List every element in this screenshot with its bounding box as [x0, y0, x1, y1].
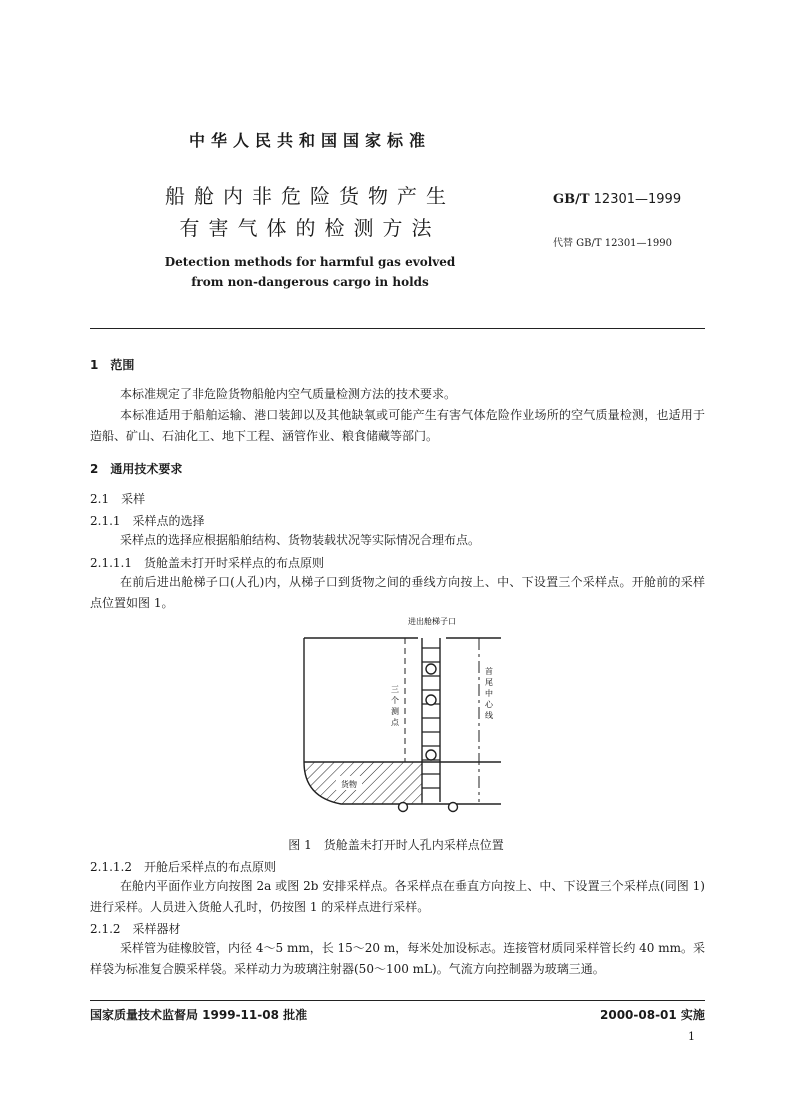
figure-label-cargo: 货物 — [341, 780, 357, 789]
figure-label-three-points: 三个测点 — [391, 685, 399, 727]
figure-label-centerline: 首尾中心线 — [485, 667, 493, 720]
implementation-date: 2000-08-01 实施 — [600, 1008, 705, 1022]
header-divider — [90, 328, 705, 329]
section-1-heading: 1 范围 — [90, 358, 135, 372]
sampling-point-middle — [426, 695, 436, 705]
standard-code-prefix: GB/T — [553, 192, 590, 207]
section-1-paragraph-2: 本标准适用于船舶运输、港口装卸以及其他缺氧或可能产生有害气体危险作业场所的空气质量检测，也适用于造船、矿山、石油化工、地下工程、涵管作业、粮食储藏等部门。 — [90, 408, 705, 443]
national-standard-heading: 中华人民共和国国家标准 — [188, 131, 431, 150]
section-2-1-1-1-heading: 2.1.1.1 货舱盖未打开时采样点的布点原则 — [90, 556, 324, 570]
page-number: 1 — [688, 1030, 695, 1043]
title-line-1: 船舱内非危险货物产生 — [165, 184, 455, 208]
bottom-roller-right — [449, 803, 458, 812]
section-2-1-1-2-paragraph: 在舱内平面作业方向按图 2a 或图 2b 安排采样点。各采样点在垂直方向按上、中、下设置三个采样点(同图 1)进行采样。人员进入货舱人孔时，仍按图 1 的采样点进行采样。 — [90, 879, 705, 914]
figure-1-diagram — [296, 612, 516, 818]
section-2-1-1-heading: 2.1.1 采样点的选择 — [90, 514, 205, 528]
bottom-roller-left — [399, 803, 408, 812]
figure-label-hatch-opening: 进出舱梯子口 — [408, 617, 456, 626]
section-1-paragraph-1: 本标准规定了非危险货物船舱内空气质量检测方法的技术要求。 — [120, 387, 457, 401]
standard-code-number: 12301—1999 — [593, 192, 682, 207]
sampling-point-upper — [426, 664, 436, 674]
approval-date: 国家质量技术监督局 1999-11-08 批准 — [90, 1008, 308, 1022]
section-2-heading: 2 通用技术要求 — [90, 462, 183, 476]
section-2-1-heading: 2.1 采样 — [90, 492, 146, 506]
figure-1-caption: 图 1 货舱盖未打开时人孔内采样点位置 — [288, 838, 504, 852]
english-title-line-2: from non-dangerous cargo in holds — [191, 275, 429, 289]
section-2-1-1-paragraph: 采样点的选择应根据船舶结构、货物装载状况等实际情况合理布点。 — [120, 533, 481, 547]
title-line-2: 有害气体的检测方法 — [179, 216, 441, 240]
section-2-1-2-paragraph: 采样管为硅橡胶管，内径 4～5 mm，长 15～20 m，每米处加设标志。连接管材质同采样管长约 40 mm。采样袋为标准复合膜采样袋。采样动力为玻璃注射器(50～100 mL)。气流方向控制器为玻璃三通。 — [90, 941, 705, 976]
footer-divider — [90, 1000, 705, 1001]
section-2-1-1-2-heading: 2.1.1.2 开舱后采样点的布点原则 — [90, 860, 276, 874]
standard-code — [553, 192, 681, 207]
section-2-1-2-heading: 2.1.2 采样器材 — [90, 922, 181, 936]
section-2-1-1-1-paragraph: 在前后进出舱梯子口(人孔)内，从梯子口到货物之间的垂线方向按上、中、下设置三个采样点。开舱前的采样点位置如图 1。 — [90, 575, 705, 610]
sampling-point-lower — [426, 750, 436, 760]
english-title-line-1: Detection methods for harmful gas evolved — [164, 255, 456, 269]
replaces-standard: 代替 GB/T 12301—1990 — [553, 238, 672, 249]
